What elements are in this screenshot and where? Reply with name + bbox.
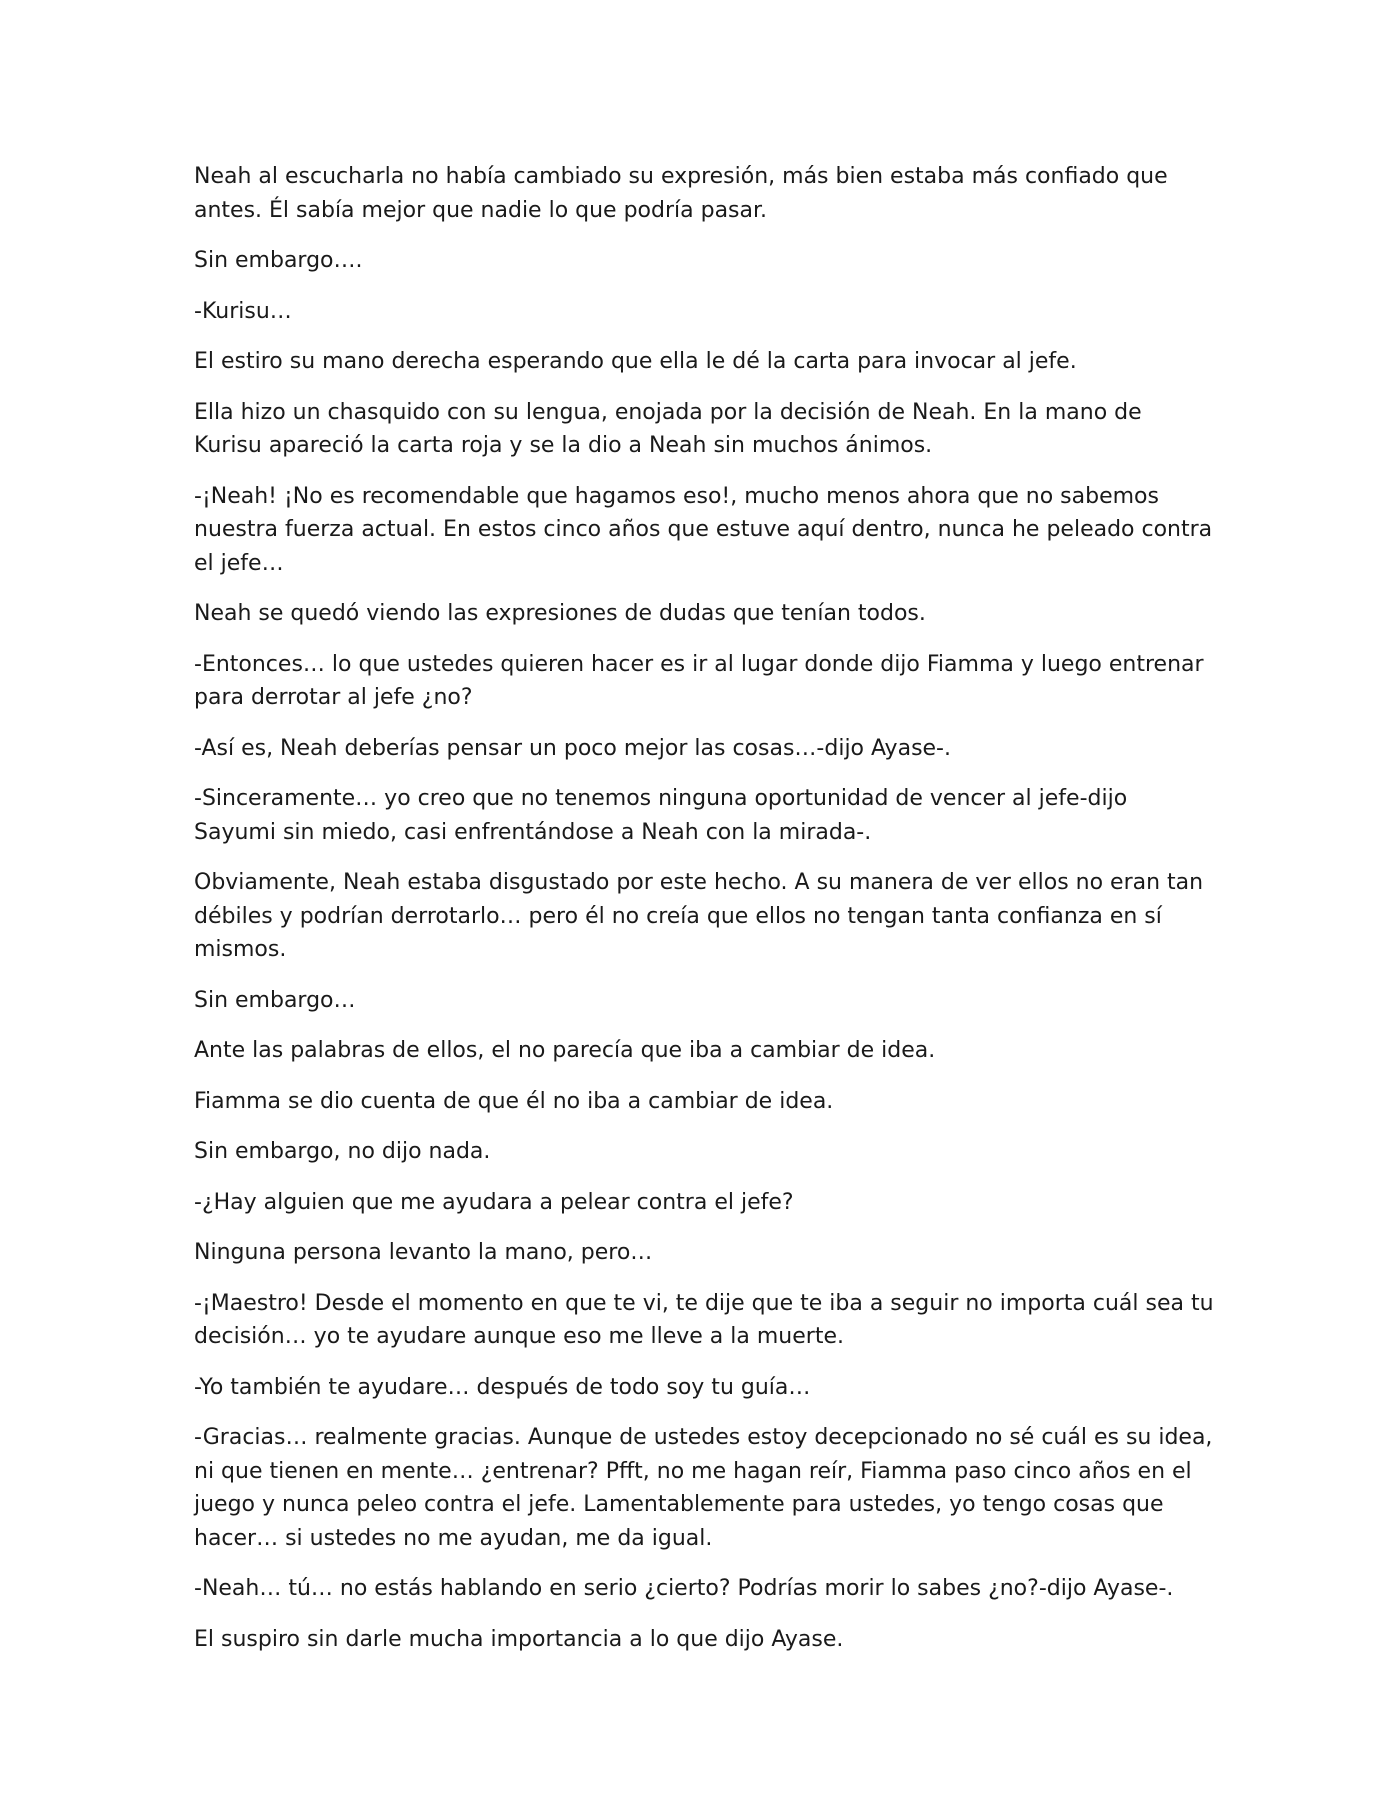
paragraph: El suspiro sin darle mucha importancia a lo que dijo Ayase.	[194, 1626, 844, 1652]
paragraph: -¡Neah! ¡No es recomendable que hagamos eso!, mucho menos ahora que no sabemos nuestra fuerza actual. En estos cinco años que estuve aquí dentro, nunca he peleado contra el jefe…	[194, 483, 1213, 576]
paragraph: -Neah… tú… no estás hablando en serio ¿cierto? Podrías morir lo sabes ¿no?-dijo Ayase-.	[194, 1576, 1174, 1601]
paragraph: -¡Maestro! Desde el momento en que te vi, te dije que te iba a seguir no importa cuál sea tu decisión… yo te ayudare aunque eso me lleve a la muerte.	[194, 1290, 1214, 1349]
document-body	[194, 160, 1216, 1673]
paragraph: -Gracias… realmente gracias. Aunque de ustedes estoy decepcionado no sé cuál es su idea, ni que tienen en mente… ¿entrenar? Pfft, no me hagan reír, Fiamma paso cinco años en el juego y nunca peleo contra el jefe. Lamentablemente para ustedes, yo tengo cosas que hacer… si ustedes no me ayudan, me da igual.	[194, 1425, 1213, 1551]
paragraph: Neah al escucharla no había cambiado su expresión, más bien estaba más confiado que antes. Él sabía mejor que nadie lo que podría pasar.	[194, 164, 1168, 223]
paragraph: -Yo también te ayudare… después de todo soy tu guía…	[194, 1374, 811, 1400]
paragraph: -Sinceramente… yo creo que no tenemos ninguna oportunidad de vencer al jefe-dijo Sayumi sin miedo, casi enfrentándose a Neah con la mirada-.	[194, 786, 1128, 845]
paragraph: Sin embargo…	[194, 987, 356, 1013]
paragraph: -Así es, Neah deberías pensar un poco mejor las cosas…-dijo Ayase-.	[194, 735, 951, 761]
paragraph: Sin embargo, no dijo nada.	[194, 1139, 491, 1164]
paragraph: Obviamente, Neah estaba disgustado por este hecho. A su manera de ver ellos no eran tan débiles y podrían derrotarlo… pero él no creía que ellos no tengan tanta confianza en sí mismos.	[194, 870, 1204, 962]
paragraph: El estiro su mano derecha esperando que ella le dé la carta para invocar al jefe.	[194, 349, 1077, 374]
paragraph: Ella hizo un chasquido con su lengua, enojada por la decisión de Neah. En la mano de Kurisu apareció la carta roja y se la dio a Neah sin muchos ánimos.	[194, 399, 1142, 458]
paragraph: Fiamma se dio cuenta de que él no iba a cambiar de idea.	[194, 1088, 834, 1114]
paragraph: Ante las palabras de ellos, el no parecía que iba a cambiar de idea.	[194, 1038, 936, 1063]
paragraph: -Entonces… lo que ustedes quieren hacer es ir al lugar donde dijo Fiamma y luego entrenar para derrotar al jefe ¿no?	[194, 651, 1204, 710]
paragraph: -¿Hay alguien que me ayudara a pelear contra el jefe?	[194, 1189, 794, 1215]
paragraph: -Kurisu…	[194, 298, 292, 324]
paragraph: Sin embargo….	[194, 248, 363, 273]
paragraph: Ninguna persona levanto la mano, pero…	[194, 1240, 653, 1265]
paragraph: Neah se quedó viendo las expresiones de dudas que tenían todos.	[194, 601, 926, 626]
